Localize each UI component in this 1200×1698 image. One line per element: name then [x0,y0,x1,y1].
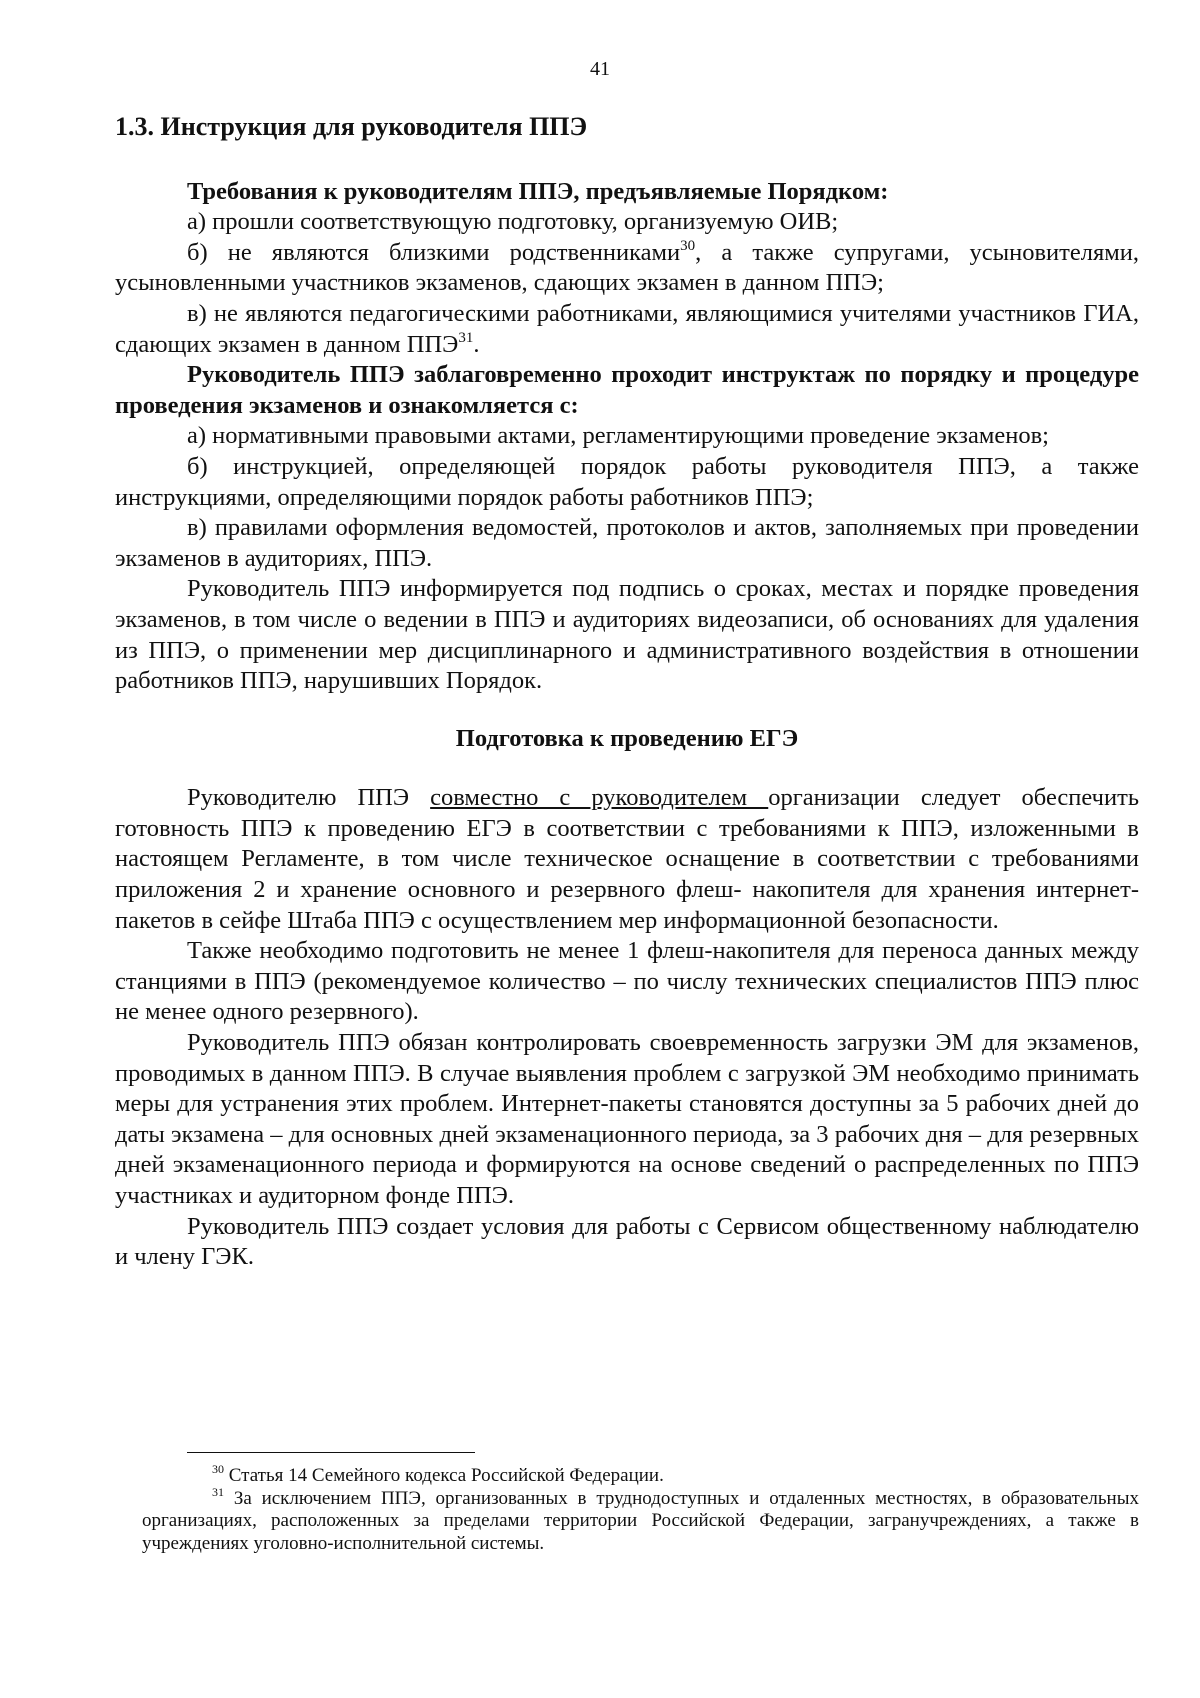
main-text [115,112,1139,1273]
prep1-text-cont: организации следует обеспечить готовность ППЭ к проведению ЕГЭ в соответствии с требованиями к ППЭ, изложенными в настоящем Регламенте, в том числе техническое оснащение в соответствии с требованиями приложения 2 и хранение основного и резервного флеш- накопителя для хранения интернет-пакетов в сейфе Штаба ППЭ с осуществлением мер информационной безопасности. [115,784,1139,934]
footnote-30 [142,1462,1139,1488]
footnotes [142,1462,1139,1555]
informed-paragraph: Руководитель ППЭ информируется под подпись о сроках, местах и порядке проведения экзаменов, в том числе о ведении в ППЭ и аудиториях видеозаписи, об основаниях для удаления из ППЭ, о применении мер дисциплинарного и административного воздействия в отношении работников ППЭ, нарушивших Порядок. [115,575,1139,695]
requirement-a: а) прошли соответствующую подготовку, организуемую ОИВ; [187,208,839,236]
requirement-b-text-cont: , а также супругами, усыновителями, усыновленными участников экзаменов, сдающих экзамен в данном ППЭ; [115,238,1139,297]
briefing-heading: Руководитель ППЭ заблаговременно проходит инструктаж по порядку и процедуре проведения экзаменов и ознакомляется с: [115,361,1139,419]
prep1-text: Руководителю ППЭ [187,784,431,812]
footnote-31-number: 31 [212,1484,224,1499]
page-number: 41 [590,58,610,80]
requirement-c-text-cont: . [473,330,480,358]
preparation-paragraph-1 [115,783,1139,936]
briefing-c: в) правилами оформления ведомостей, протоколов и актов, заполняемых при проведении экзаменов в аудиториях, ППЭ. [115,514,1139,572]
footnote-30-number: 30 [212,1462,224,1476]
requirement-c-text: в) не являются педагогическими работниками, являющимися учителями участников ГИА, сдающих экзамен в данном ППЭ [115,299,1139,358]
section-title: 1.3. Инструкция для руководителя ППЭ [115,112,588,141]
footnote-31-text: За исключением ППЭ, организованных в труднодоступных и отдаленных местностях, в образовательных организациях, расположенных за пределами территории Российской Федерации, загранучреждениях, а также в учреждениях уголовно-исполнительной системы. [142,1487,1139,1554]
preparation-paragraph-4: Руководитель ППЭ создает условия для работы с Сервисом общественному наблюдателю и члену ГЭК. [115,1212,1139,1271]
requirements-heading: Требования к руководителям ППЭ, предъявляемые Порядком: [187,177,889,205]
footnote-ref-31[interactable]: 31 [458,329,474,346]
preparation-heading: Подготовка к проведению ЕГЭ [455,724,799,752]
footnote-31 [142,1484,1139,1556]
requirement-b-text: б) не являются близкими родственниками [187,238,681,266]
requirement-c [115,299,1139,360]
footnote-30-text: Статья 14 Семейного кодекса Российской Федерации. [224,1465,664,1486]
briefing-b: б) инструкцией, определяющей порядок работы руководителя ППЭ, а также инструкциями, определяющими порядок работы работников ППЭ; [115,452,1139,511]
briefing-a: а) нормативными правовыми актами, регламентирующими проведение экзаменов; [187,422,1049,450]
prep1-underlined: совместно с руководителем [430,784,769,812]
preparation-paragraph-2: Также необходимо подготовить не менее 1 флеш-накопителя для переноса данных между станциями в ППЭ (рекомендуемое количество – по числу технических специалистов ППЭ плюс не менее одного резервного). [115,937,1139,1026]
preparation-paragraph-3: Руководитель ППЭ обязан контролировать своевременность загрузки ЭМ для экзаменов, проводимых в данном ППЭ. В случае выявления проблем с загрузкой ЭМ необходимо принимать меры для устранения этих проблем. Интернет-пакеты становятся доступны за 5 рабочих дней до даты экзамена – для основных дней экзаменационного периода, за 3 рабочих дня – для резервных дней экзаменационного периода и формируются на основе сведений о распределенных по ППЭ участниках и аудиторном фонде ППЭ. [115,1029,1139,1209]
requirement-b [115,238,1139,299]
footnote-separator [187,1452,475,1453]
footnote-ref-30[interactable]: 30 [680,237,696,254]
